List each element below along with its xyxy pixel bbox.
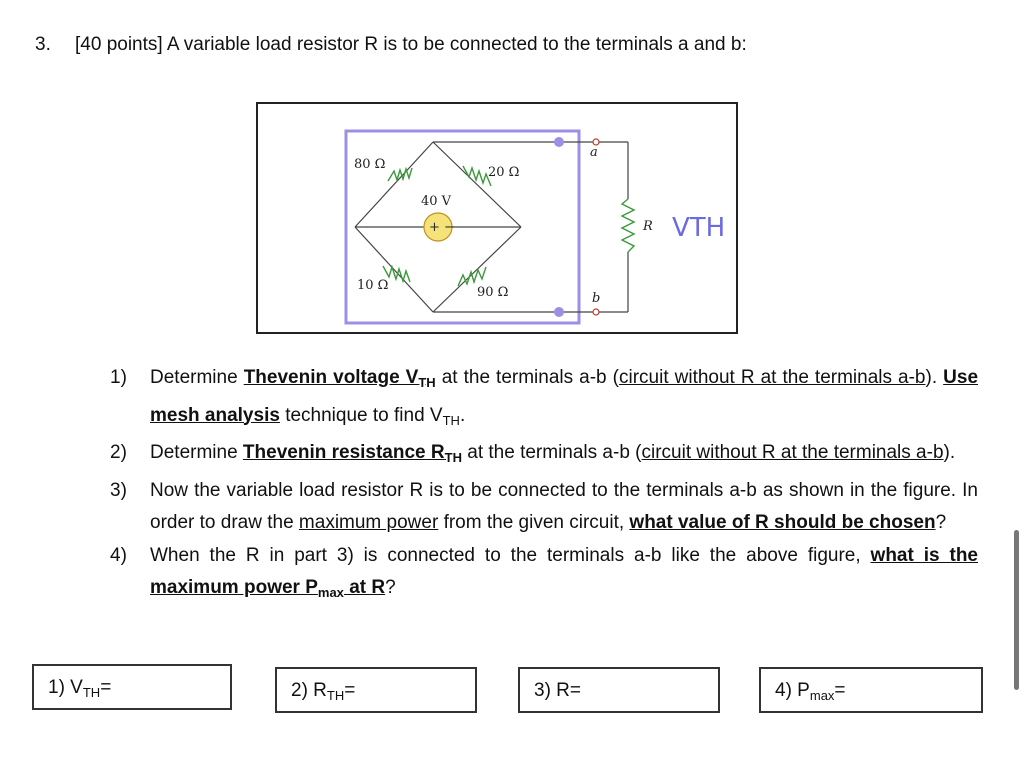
list-item xyxy=(110,437,978,475)
answer-label: 4) P xyxy=(775,680,810,701)
top-node-dot xyxy=(554,137,564,147)
answer-equals: = xyxy=(100,677,112,698)
answer-equals: = xyxy=(344,680,356,701)
item-text: ? xyxy=(385,577,396,598)
list-item xyxy=(110,540,978,610)
item-text: technique to find V xyxy=(279,404,443,426)
item-text: Determine xyxy=(150,442,243,463)
item-underline: maximum power xyxy=(298,512,439,533)
source-polarity: + − xyxy=(429,220,455,235)
item-number: 3) xyxy=(110,479,127,501)
item-number: 1) xyxy=(110,367,127,388)
item-underline: circuit without R at the terminals a-b xyxy=(618,367,926,388)
answer-box-vth[interactable] xyxy=(32,664,232,710)
item-bold-underline: Thevenin voltage $V_{TH}$ xyxy=(243,367,436,390)
circuit-diagram xyxy=(258,104,740,336)
item-underline: circuit without R at the terminals a-b xyxy=(641,442,944,463)
item-text: at the terminals a-b ( xyxy=(435,367,619,388)
label-20-ohm: 20 Ω xyxy=(488,165,520,180)
item-bold-underline: what is the maximum power $P_{max}$ at R xyxy=(150,544,979,600)
answer-label: 1) V xyxy=(48,677,83,698)
label-40-v: 40 V xyxy=(421,194,452,209)
item-text: ). xyxy=(925,367,944,388)
answer-box-pmax[interactable] xyxy=(759,667,983,713)
item-text: When the R in part 3) is connected to the terminals a-b like the above figure, xyxy=(150,544,871,566)
item-number: 4) xyxy=(110,544,127,566)
answer-subscript: TH xyxy=(82,685,101,700)
item-text: at the terminals a-b ( xyxy=(461,442,642,463)
answer-subscript: TH xyxy=(326,688,345,703)
answer-label: 3) R xyxy=(534,680,570,701)
answer-box-r[interactable] xyxy=(518,667,720,713)
answer-box-rth[interactable] xyxy=(275,667,477,713)
list-item xyxy=(110,475,978,540)
question-heading xyxy=(35,34,747,56)
circuit-figure xyxy=(256,102,738,334)
label-90-ohm: 90 Ω xyxy=(477,285,509,300)
item-text: Now the variable load resistor R is to be connected to the terminals a-b as shown in the figure. In order to draw the xyxy=(150,479,978,533)
answer-equals: = xyxy=(834,680,846,701)
item-body xyxy=(150,362,978,437)
answer-equals: = xyxy=(569,680,582,701)
item-number: 2) xyxy=(110,442,127,463)
item-text: from the given circuit, xyxy=(438,512,630,533)
item-body xyxy=(150,540,978,610)
item-text: . xyxy=(459,404,466,426)
vertical-scrollbar[interactable] xyxy=(1014,530,1019,690)
item-text: ? xyxy=(935,512,947,533)
bottom-node-dot xyxy=(554,307,564,317)
list-item xyxy=(110,362,978,437)
resistor-80 xyxy=(388,168,412,181)
label-terminal-b: b xyxy=(592,291,601,306)
answer-subscript: max xyxy=(809,688,835,703)
item-bold-underline: Use mesh analysis xyxy=(150,367,979,426)
question-number: 3. xyxy=(35,34,51,55)
resistor-20 xyxy=(463,166,491,186)
item-text: Determine xyxy=(150,367,244,388)
label-10-ohm: 10 Ω xyxy=(357,278,389,293)
label-terminal-a: a xyxy=(590,145,598,160)
label-80-ohm: 80 Ω xyxy=(354,157,386,172)
question-items xyxy=(110,362,978,610)
vth-annotation: VTH xyxy=(672,213,726,243)
terminal-b xyxy=(593,309,599,315)
item-body xyxy=(150,437,978,475)
label-load-r: R xyxy=(643,219,653,234)
item-bold-underline: what value of R should be chosen xyxy=(629,512,936,533)
question-text: [40 points] A variable load resistor R is to be connected to the terminals a and b: xyxy=(75,34,747,55)
item-subscript: TH xyxy=(442,412,460,428)
item-text: ). xyxy=(943,442,956,463)
load-resistor xyxy=(622,199,634,252)
item-bold-underline: Thevenin resistance $R_{TH}$ xyxy=(242,442,462,465)
item-body xyxy=(150,475,978,540)
answer-label: 2) R xyxy=(291,680,327,701)
